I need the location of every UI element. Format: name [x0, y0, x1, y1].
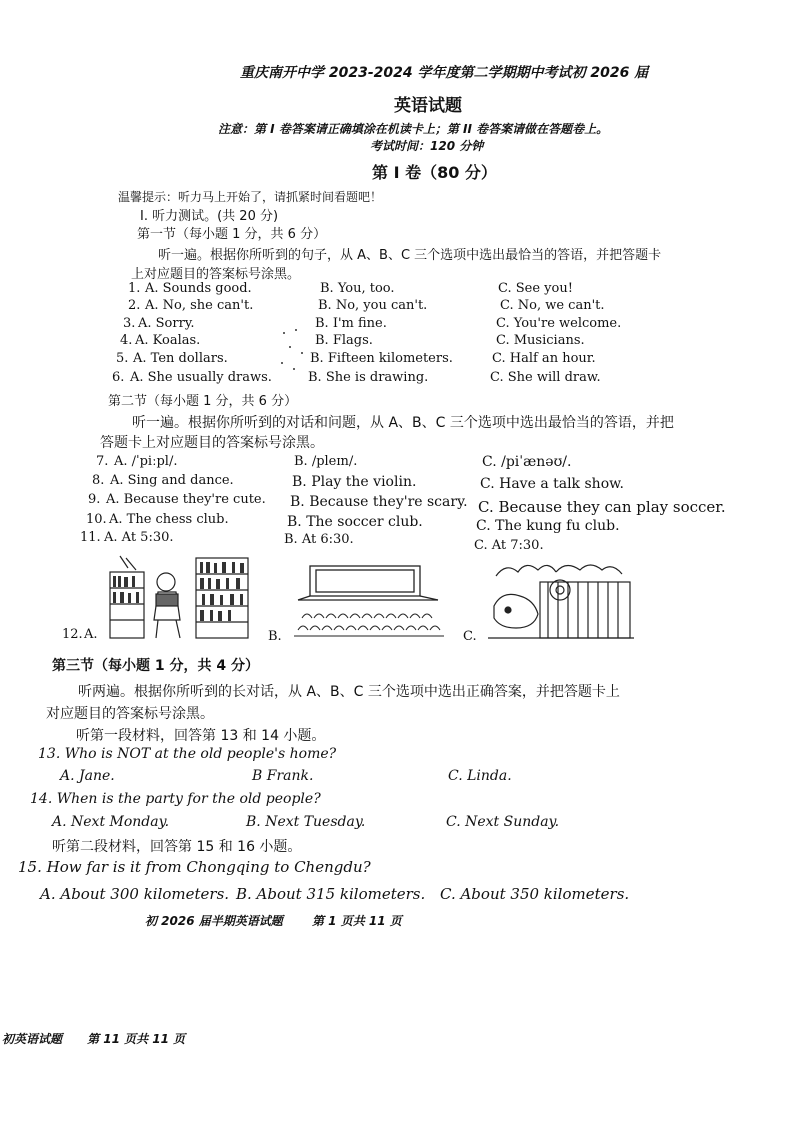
q5-option-c: C. Half an hour.	[492, 351, 596, 366]
q7-option-a: A. /ˈpiːpl/.	[114, 454, 178, 469]
q12-label-b: B.	[268, 629, 282, 644]
q15-option-b: B. About 315 kilometers.	[236, 885, 426, 903]
page-footer-next: 初英语试题 第 11 页共 11 页	[2, 1032, 186, 1046]
section1-heading: I. 听力测试。(共 20 分)	[140, 209, 279, 224]
q11-number: 11.	[80, 530, 101, 545]
q12-label-a: A.	[84, 627, 98, 642]
sec3-title: 第三节（每小题 1 分，共 4 分）	[52, 658, 259, 674]
q2-number: 2.	[128, 298, 141, 313]
q3-option-a: A. Sorry.	[138, 316, 195, 331]
q13-stem: 13. Who is NOT at the old people's home?	[38, 746, 337, 762]
page-footer: 初 2026 届半期英语试题 第 1 页共 11 页	[145, 914, 402, 928]
q7-option-b: B. /pleɪn/.	[294, 454, 358, 469]
q5-option-b: B. Fifteen kilometers.	[310, 351, 453, 366]
q4-option-c: C. Musicians.	[496, 333, 585, 348]
page-title: 英语试题	[394, 96, 462, 116]
sec1-instruction-1: 听一遍。根据你所听到的句子，从 A、B、C 三个选项中选出最恰当的答语，并把答题卡	[158, 248, 662, 263]
q4-option-a: A. Koalas.	[135, 333, 201, 348]
q4-option-b: B. Flags.	[315, 333, 373, 348]
q2-option-b: B. No, you can't.	[318, 298, 428, 313]
school-line: 重庆南开中学 2023-2024 学年度第二学期期中考试初 2026 届	[240, 65, 649, 81]
q1-option-b: B. You, too.	[320, 281, 395, 296]
sec1-title: 第一节（每小题 1 分，共 6 分）	[137, 227, 327, 242]
q13-option-c: C. Linda.	[448, 768, 512, 784]
q2-option-c: C. No, we can't.	[500, 298, 605, 313]
q10-option-c: C. The kung fu club.	[476, 518, 620, 534]
material-2-instruction: 听第二段材料，回答第 15 和 16 小题。	[52, 839, 302, 855]
notice: 注意：第 I 卷答案请正确填涂在机读卡上；第 II 卷答案请做在答题卷上。	[218, 122, 609, 136]
q5-option-a: A. Ten dollars.	[133, 351, 228, 366]
q10-number: 10.	[86, 512, 107, 527]
q14-option-b: B. Next Tuesday.	[246, 814, 366, 830]
q6-option-a: A. She usually draws.	[130, 370, 272, 385]
q9-number: 9.	[88, 492, 101, 507]
q1-option-a: A. Sounds good.	[145, 281, 252, 296]
sec3-instruction-1: 听两遍。根据你所听到的长对话，从 A、B、C 三个选项中选出正确答案，并把答题卡上	[78, 684, 620, 700]
q6-number: 6.	[112, 370, 125, 385]
sec2-instruction-1: 听一遍。根据你所听到的对话和问题，从 A、B、C 三个选项中选出最恰当的答语，并把	[132, 415, 674, 431]
part-title: 第 I 卷（80 分）	[372, 163, 497, 182]
exam-time: 考试时间：120 分钟	[370, 139, 484, 153]
q6-option-b: B. She is drawing.	[308, 370, 429, 385]
q8-option-b: B. Play the violin.	[292, 474, 417, 490]
q4-number: 4.	[120, 333, 133, 348]
q9-option-c: C. Because they can play soccer.	[478, 498, 726, 516]
q7-number: 7.	[96, 454, 109, 469]
sec2-instruction-2: 答题卡上对应题目的答案标号涂黑。	[100, 435, 324, 451]
q1-number: 1.	[128, 281, 141, 296]
q14-option-c: C. Next Sunday.	[446, 814, 560, 830]
q14-option-a: A. Next Monday.	[52, 814, 170, 830]
q3-number: 3.	[123, 316, 136, 331]
zoo-picture	[486, 556, 636, 642]
q14-stem: 14. When is the party for the old people?	[30, 791, 321, 807]
q8-option-c: C. Have a talk show.	[480, 476, 624, 492]
q3-option-b: B. I'm fine.	[315, 316, 387, 331]
q9-option-b: B. Because they're scary.	[290, 494, 468, 510]
q3-option-c: C. You're welcome.	[496, 316, 622, 331]
material-1-instruction: 听第一段材料，回答第 13 和 14 小题。	[76, 728, 326, 744]
q8-number: 8.	[92, 473, 105, 488]
sec3-instruction-2: 对应题目的答案标号涂黑。	[46, 706, 214, 722]
library-picture	[106, 554, 252, 642]
q8-option-a: A. Sing and dance.	[110, 473, 234, 488]
q11-option-c: C. At 7:30.	[474, 538, 544, 553]
q15-option-c: C. About 350 kilometers.	[440, 885, 630, 903]
q6-option-c: C. She will draw.	[490, 370, 601, 385]
sec2-title: 第二节（每小题 1 分，共 6 分）	[108, 394, 298, 409]
tip-text: 温馨提示：听力马上开始了，请抓紧时间看题吧！	[118, 190, 383, 204]
q13-option-a: A. Jane.	[60, 768, 115, 784]
q10-option-a: A. The chess club.	[109, 512, 229, 527]
q9-option-a: A. Because they're cute.	[106, 492, 266, 507]
q12-number: 12.	[62, 627, 83, 642]
q10-option-b: B. The soccer club.	[287, 514, 423, 530]
cinema-picture	[288, 560, 448, 642]
q5-number: 5.	[116, 351, 129, 366]
scan-dots	[278, 325, 308, 375]
q2-option-a: A. No, she can't.	[145, 298, 254, 313]
q11-option-a: A. At 5:30.	[104, 530, 174, 545]
q7-option-c: C. /piˈænəʊ/.	[482, 454, 572, 470]
q1-option-c: C. See you!	[498, 281, 573, 296]
sec1-instruction-2: 上对应题目的答案标号涂黑。	[131, 267, 301, 282]
q13-option-b: B Frank.	[252, 768, 314, 784]
q12-label-c: C.	[463, 629, 477, 644]
q15-option-a: A. About 300 kilometers.	[40, 885, 230, 903]
q15-stem: 15. How far is it from Chongqing to Chengdu?	[18, 858, 371, 876]
q11-option-b: B. At 6:30.	[284, 532, 354, 547]
